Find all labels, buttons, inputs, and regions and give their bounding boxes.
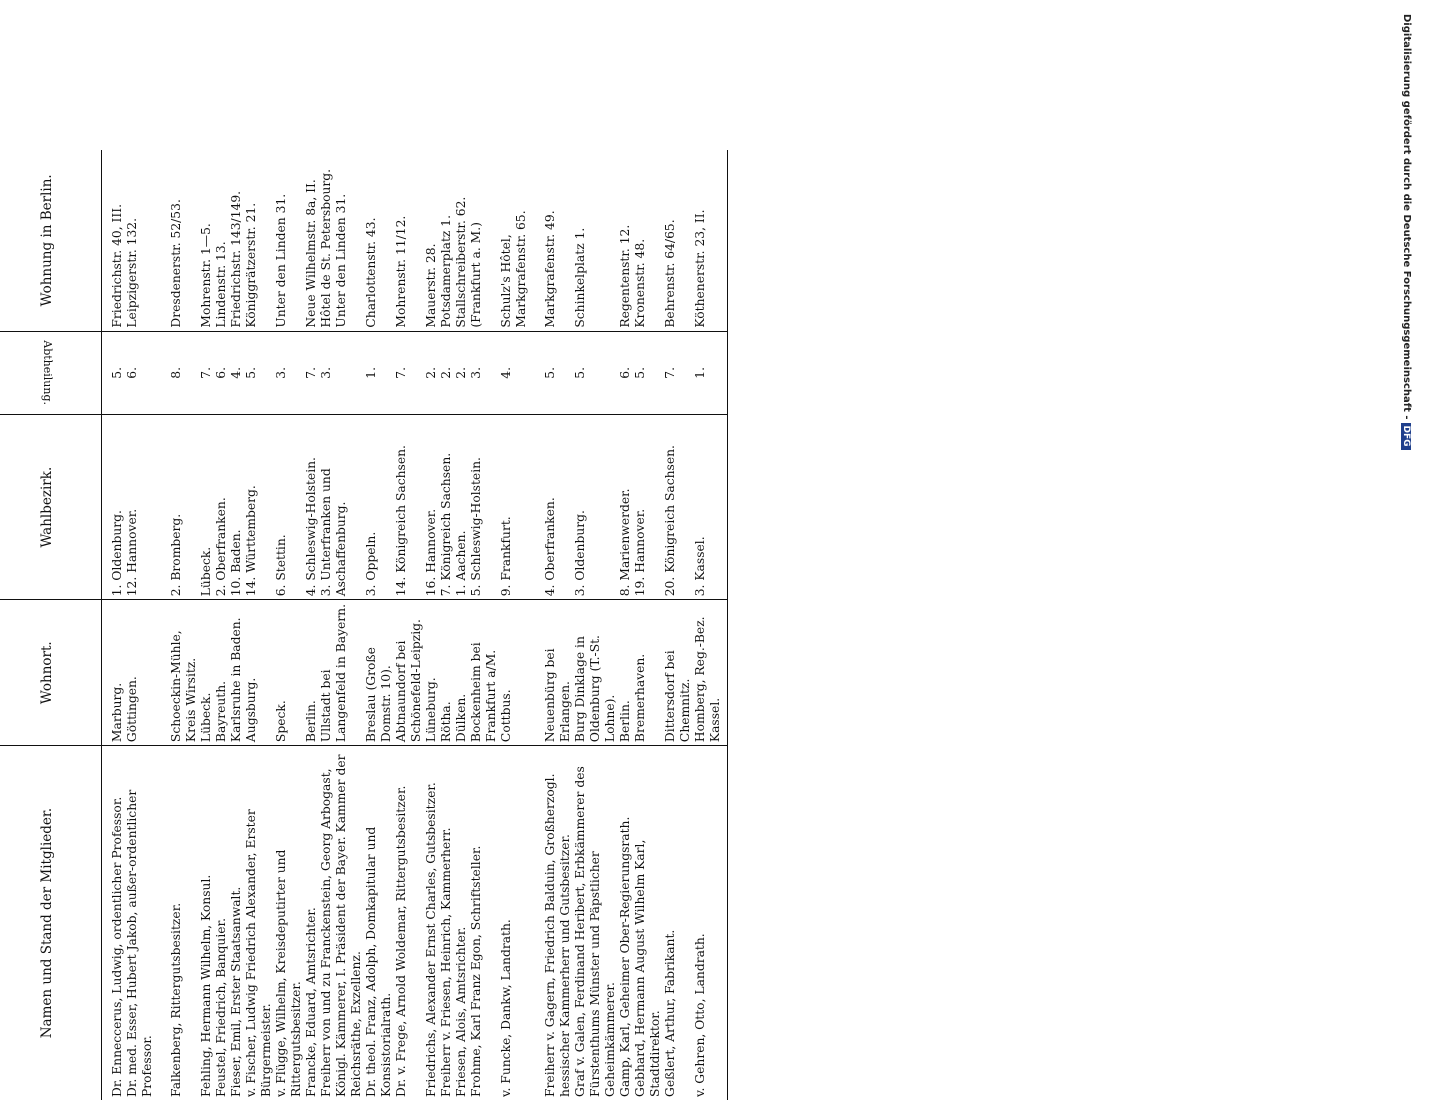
residence-cell: Rötha. — [439, 600, 454, 746]
constituency-cell: 7. Königreich Sachsen. — [439, 415, 454, 600]
table-row — [229, 150, 244, 1100]
constituency-cell: 1. Oldenburg. — [102, 415, 126, 600]
col-header-wohnung: Wohnung in Berlin. — [0, 150, 102, 331]
department-cell: 1. — [364, 331, 394, 414]
constituency-cell: Lübeck. — [199, 415, 214, 600]
table-row — [274, 150, 304, 1100]
constituency-cell: 19. Hannover. — [633, 415, 663, 600]
dfg-logo: DFG — [1401, 423, 1411, 450]
member-name-cell: Graf v. Galen, Ferdinand Heribert, Erbkämmerer des Fürstenthums Münster und Päpstlicher Geheimkämmerer. — [573, 766, 617, 1097]
department-cell: 5. — [102, 331, 126, 414]
department-cell: 7. — [199, 331, 214, 414]
member-name-cell: Dr. v. Frege, Arnold Woldemar, Rittergutsbesitzer. — [394, 785, 408, 1097]
member-name-cell: v. Flügge, Wilhelm, Kreisdeputirter und Rittergutsbesitzer. — [274, 849, 303, 1097]
constituency-cell: 16. Hannover. — [424, 415, 439, 600]
table-row — [199, 150, 214, 1100]
department-cell: 2. — [424, 331, 439, 414]
berlin-address-cell: Unter den Linden 31. — [274, 150, 304, 331]
residence-cell: Göttingen. — [125, 600, 155, 746]
berlin-address-cell: Behrenstr. 64/65. — [663, 150, 693, 331]
member-name-cell: v. Fischer, Ludwig Friedrich Alexander, Erster Bürgermeister. — [244, 809, 273, 1097]
rotated-sheet — [0, 120, 880, 1120]
member-name-cell: Dr. Enneccerus, Ludwig, ordentlicher Professor. — [110, 796, 124, 1097]
member-name-cell: v. Gehren, Otto, Landrath. — [693, 746, 728, 1100]
berlin-address-cell: Dresdenerstr. 52/53. — [155, 150, 199, 331]
constituency-cell: 3. Kassel. — [693, 415, 728, 600]
constituency-cell: 14. Königreich Sachsen. — [394, 415, 424, 600]
department-cell: 7. — [663, 331, 693, 414]
constituency-cell: 1. Aachen. — [454, 415, 469, 600]
member-name-cell: Dr. theol. Franz, Adolph, Domkapitular und Konsistorialrath. — [364, 826, 393, 1097]
table-row — [319, 150, 364, 1100]
residence-cell: Speck. — [274, 600, 304, 746]
digitization-note — [1401, 14, 1412, 514]
berlin-address-cell: Friedrichstr. 143/149. — [229, 150, 244, 331]
member-name-cell: Frohme, Karl Franz Egon, Schriftsteller. — [469, 845, 483, 1097]
member-name-cell: Fieser, Emil, Erster Staatsanwalt. — [229, 886, 243, 1097]
member-name-cell: Dr. med. Esser, Hubert Jakob, außer-ordentlicher Professor. — [125, 789, 154, 1097]
berlin-address-cell: Lindenstr. 13. — [214, 150, 229, 331]
residence-cell: Breslau (Große Domstr. 10). — [364, 600, 394, 746]
residence-cell: Bockenheim bei Frankfurt a/M. — [469, 600, 499, 746]
constituency-cell: 9. Frankfurt. — [499, 415, 529, 600]
table-row — [439, 150, 454, 1100]
berlin-address-cell: Schinkelplatz 1. — [573, 150, 618, 331]
table-row — [125, 150, 155, 1100]
berlin-address-cell: Charlottenstr. 43. — [364, 150, 394, 331]
constituency-cell: 20. Königreich Sachsen. — [663, 415, 693, 600]
table-row — [469, 150, 499, 1100]
berlin-address-cell: Regentenstr. 12. — [618, 150, 633, 331]
berlin-address-cell: Potsdamerplatz 1. — [439, 150, 454, 331]
table-row — [424, 150, 439, 1100]
berlin-address-cell: Friedrichstr. 40, III. — [102, 150, 126, 331]
col-header-abteilung: Abtheilung. — [0, 331, 102, 414]
department-cell: 7. — [304, 331, 319, 414]
berlin-address-cell: Hôtel de St. Petersbourg. Unter den Linden 31. — [319, 150, 364, 331]
constituency-cell: 12. Hannover. — [125, 415, 155, 600]
department-cell: 3. — [469, 331, 499, 414]
col-header-bezirk: Wahlbezirk. — [0, 415, 102, 600]
residence-cell: Dülken. — [454, 600, 469, 746]
member-name-cell: Friedrichs, Alexander Ernst Charles, Gutsbesitzer. — [424, 782, 438, 1097]
member-name-cell: Geßlert, Arthur, Fabrikant. — [663, 929, 677, 1097]
residence-cell: Augsburg. — [244, 600, 274, 746]
member-name-cell: Freiherr v. Gagern, Friedrich Balduin, Großherzogl. hessischer Kammerherr und Gutsbesitzer. — [543, 773, 572, 1097]
constituency-cell: 4. Oberfranken. — [529, 415, 573, 600]
member-name-cell: Friesen, Alois, Amtsrichter. — [454, 926, 468, 1097]
table-row — [214, 150, 229, 1100]
table-row — [693, 150, 728, 1100]
department-cell: 6. — [214, 331, 229, 414]
members-table — [0, 150, 728, 1100]
constituency-cell: 3. Oldenburg. — [573, 415, 618, 600]
table-row — [394, 150, 424, 1100]
constituency-cell: 5. Schleswig-Holstein. — [469, 415, 499, 600]
member-name-cell: Feustel, Friedrich, Banquier. — [214, 918, 228, 1097]
department-cell: 6. — [125, 331, 155, 414]
residence-cell: Bayreuth. — [214, 600, 229, 746]
table-row — [304, 150, 319, 1100]
department-cell: 5. — [633, 331, 663, 414]
residence-cell: Abtnaundorf bei Schönefeld-Leipzig. — [394, 600, 424, 746]
col-header-name: Namen und Stand der Mitglieder. — [0, 746, 102, 1100]
berlin-address-cell: Mohrenstr. 11/12. — [394, 150, 424, 331]
residence-cell: Bremerhaven. — [633, 600, 663, 746]
residence-cell: Schoeckin-Mühle, Kreis Wirsitz. — [155, 600, 199, 746]
berlin-address-cell: Kronenstr. 48. — [633, 150, 663, 331]
constituency-cell: 3. Oppeln. — [364, 415, 394, 600]
residence-cell: Neuenbürg bei Erlangen. — [529, 600, 573, 746]
constituency-cell: 3. Unterfranken und Aschaffenburg. — [319, 415, 364, 600]
department-cell: 1. — [693, 331, 728, 414]
constituency-cell: 2. Bromberg. — [155, 415, 199, 600]
berlin-address-cell: Köthenerstr. 23, II. — [693, 150, 728, 331]
residence-cell: Cottbus. — [499, 600, 529, 746]
member-name-cell: v. Funcke, Dankw, Landrath. — [499, 919, 513, 1097]
residence-cell: Karlsruhe in Baden. — [229, 600, 244, 746]
constituency-cell: 8. Marienwerder. — [618, 415, 633, 600]
residence-cell: Marburg. — [102, 600, 126, 746]
berlin-address-cell: Königgrätzerstr. 21. — [244, 150, 274, 331]
member-name-cell: Freiherr v. Friesen, Heinrich, Kammerherr. — [439, 827, 453, 1097]
member-name-cell: Gamp, Karl, Geheimer Ober-Regierungsrath. — [618, 816, 632, 1097]
berlin-address-cell: Markgrafenstr. 49. — [529, 150, 573, 331]
table-row — [102, 150, 126, 1100]
table-row — [573, 150, 618, 1100]
residence-cell: Ullstadt bei Langenfeld in Bayern. — [319, 600, 364, 746]
member-name-cell: Freiherr von und zu Franckenstein, Georg Arbogast, Königl. Kämmerer, I. Präsident der Bayer. Kammer der Reichsräthe, Exzellenz. — [319, 754, 363, 1097]
residence-cell: Berlin. — [304, 600, 319, 746]
berlin-address-cell: Neue Wilhelmstr. 8a, II. — [304, 150, 319, 331]
department-cell: 4. — [499, 331, 529, 414]
table-header-row — [0, 150, 102, 1100]
department-cell: 5. — [244, 331, 274, 414]
department-cell: 2. — [439, 331, 454, 414]
constituency-cell: 14. Württemberg. — [244, 415, 274, 600]
residence-cell: Berlin. — [618, 600, 633, 746]
berlin-address-cell: Schulz's Hôtel, Markgrafenstr. 65. — [499, 150, 529, 331]
department-cell: 5. — [529, 331, 573, 414]
constituency-cell: 4. Schleswig-Holstein. — [304, 415, 319, 600]
table-row — [633, 150, 663, 1100]
department-cell: 6. — [618, 331, 633, 414]
table-row — [244, 150, 274, 1100]
member-name-cell: Fehling, Hermann Wilhelm, Konsul. — [199, 874, 213, 1097]
member-name-cell: Falkenberg, Rittergutsbesitzer. — [169, 902, 183, 1097]
berlin-address-cell: (Frankfurt a. M.) — [469, 150, 499, 331]
table-row — [454, 150, 469, 1100]
residence-cell: Dittersdorf bei Chemnitz. — [663, 600, 693, 746]
table-row — [663, 150, 693, 1100]
department-cell: 4. — [229, 331, 244, 414]
department-cell: 5. — [573, 331, 618, 414]
berlin-address-cell: Leipzigerstr. 132. — [125, 150, 155, 331]
department-cell: 8. — [155, 331, 199, 414]
table-row — [499, 150, 529, 1100]
digitization-note-text: Digitalisierung gefördert durch die Deutsche Forschungsgemeinschaft - — [1401, 14, 1412, 420]
department-cell: 3. — [274, 331, 304, 414]
residence-cell: Burg Dinklage in Oldenburg (T.-St. Lohne). — [573, 600, 618, 746]
berlin-address-cell: Mohrenstr. 1—5. — [199, 150, 214, 331]
residence-cell: Homberg, Reg.-Bez. Kassel. — [693, 600, 728, 746]
constituency-cell: 6. Stettin. — [274, 415, 304, 600]
berlin-address-cell: Stallschreiberstr. 62. — [454, 150, 469, 331]
table-row — [364, 150, 394, 1100]
constituency-cell: 2. Oberfranken. — [214, 415, 229, 600]
constituency-cell: 10. Baden. — [229, 415, 244, 600]
col-header-ort: Wohnort. — [0, 600, 102, 746]
member-name-cell: Gebhard, Hermann August Wilhelm Karl, Stadtdirektor. — [633, 839, 662, 1097]
residence-cell: Lübeck. — [199, 600, 214, 746]
table-row — [529, 150, 573, 1100]
member-name-cell: Francke, Eduard, Amtsrichter. — [304, 907, 318, 1097]
berlin-address-cell: Mauerstr. 28. — [424, 150, 439, 331]
residence-cell: Lüneburg. — [424, 600, 439, 746]
department-cell: 7. — [394, 331, 424, 414]
table-row — [155, 150, 199, 1100]
department-cell: 3. — [319, 331, 364, 414]
department-cell: 2. — [454, 331, 469, 414]
table-row — [618, 150, 633, 1100]
